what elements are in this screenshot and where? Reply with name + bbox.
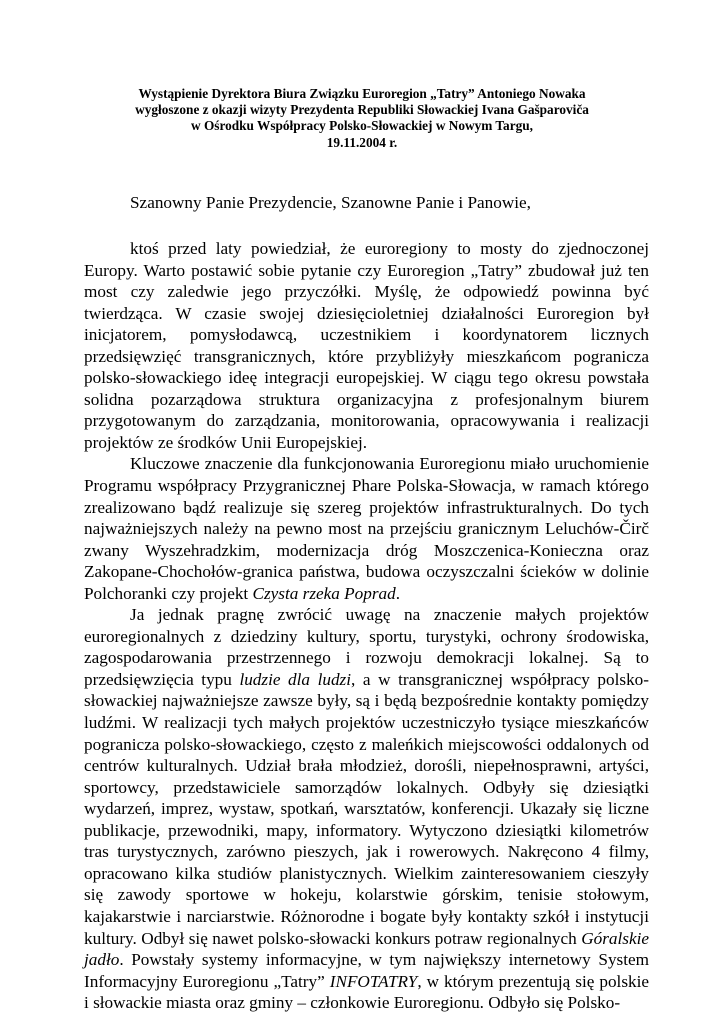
heading-line-2: wygłoszone z okazji wizyty Prezydenta Republiki Słowackiej Ivana Gašparoviča — [135, 102, 589, 118]
contest-name-italic: Góralskie jadło — [84, 928, 649, 970]
document-heading — [60, 86, 664, 151]
heading-line-1: Wystąpienie Dyrektora Biura Związku Euroregion „Tatry” Antoniego Nowaka — [138, 86, 586, 101]
paragraph-3-part-d: , w którym prezentują się polskie i słowackie miasta oraz gminy – członkowie Euroregionu. Odbyło się Polsko- — [84, 971, 650, 1013]
paragraph-1: ktoś przed laty powiedział, że euroregiony to mosty do zjednoczonej Europy. Warto postawić sobie pytanie czy Euroregion „Tatry” zbudował już ten most czy zaledwie jego przyczółki. Myślę, że odpowiedź powinna być twierdząca. W czasie swojej dziesięcioletniej działalności Euroregion był inicjatorem, pomysłodawcą, uczestnikiem i koordynatorem licznych przedsięwzięć transgranicznych, które przybliżyły mieszkańcom pogranicza polsko-słowackiego ideę integracji europejskiej. W ciągu tego okresu powstała solidna pozarządowa struktura organizacyjna z profesjonalnym biurem przygotowanym do zarządzania, monitorowania, opracowywania i realizacji projektów ze środków Unii Europejskiej. — [84, 239, 649, 452]
system-name-italic: INFOTATRY — [329, 971, 418, 991]
paragraph-3-part-c: . Powstały systemy informacyjne, w tym największy internetowy System Informacyjny Euroregionu „Tatry” — [84, 950, 649, 991]
paragraph-2 — [84, 453, 649, 604]
salutation: Szanowny Panie Prezydencie, Szanowne Panie i Panowie, — [130, 193, 531, 212]
paragraph-2-end: . — [395, 583, 401, 603]
heading-line-3: w Ośrodku Współpracy Polsko-Słowackiej w Nowym Targu, — [191, 118, 533, 134]
paragraph-3 — [84, 604, 649, 1013]
paragraph-3-part-a: Ja jednak pragnę zwrócić uwagę na znaczenie małych projektów euroregionalnych z dziedziny kultury, sportu, turystyki, ochrony środowiska, zagospodarowania przestrzennego i rozwoju demokracji lokalnej. Są to przedsięwzięcia typu — [84, 605, 649, 689]
paragraph-3-part-b: , a w transgranicznej współpracy polsko-słowackiej najważniejsze zawsze były, są i będą bezpośrednie kontakty pomiędzy ludźmi. W realizacji tych małych projektów uczestniczyło tysiące mieszkańców pogranicza polsko-słowackiego, często z maleńkich miejscowości oddalonych od centrów kulturalnych. Udział brała młodzież, dorośli, niepełnosprawni, artyści, sportowcy, przedstawiciele samorządów lokalnych. Odbyły się dziesiątki wydarzeń, imprez, wystaw, spotkań, warsztatów, konferencji. Ukazały się liczne publikacje, przewodniki, mapy, informatory. Wytyczono dziesiątki kilometrów tras turystycznych, zarówno pieszych, jak i rowerowych. Nakręcono 4 filmy, opracowano kilka studiów planistycznych. Wielkim zainteresowaniem cieszyły się zawody sportowe w hokeju, kolarstwie górskim, tenisie stołowym, kajakarstwie i narciarstwie. Różnorodne i bogate były kontakty szkół i instytucji kultury. Odbył się nawet polsko-słowacki konkurs potraw regionalnych — [84, 669, 649, 948]
project-name-italic: Czysta rzeka Poprad — [252, 583, 396, 603]
phrase-italic-ludzie: ludzie dla ludzi — [239, 669, 352, 689]
paragraph-2-text: Kluczowe znaczenie dla funkcjonowania Euroregionu miało uruchomienie Programu współpracy Przygranicznej Phare Polska-Słowacja, w ramach którego zrealizowano bądź realizuje się szereg projektów infrastrukturalnych. Do tych najważniejszych należy na pewno most na przejściu granicznym Leluchów-Čirč zwany Wyszehradzkim, modernizacja dróg Moszczenica-Konieczna oraz Zakopane-Chochołów-granica państwa, budowa oczyszczalni ścieków w dolinie Polchoranki czy projekt — [84, 454, 649, 603]
speech-body — [84, 238, 649, 1014]
heading-line-4: 19.11.2004 r. — [326, 134, 398, 150]
